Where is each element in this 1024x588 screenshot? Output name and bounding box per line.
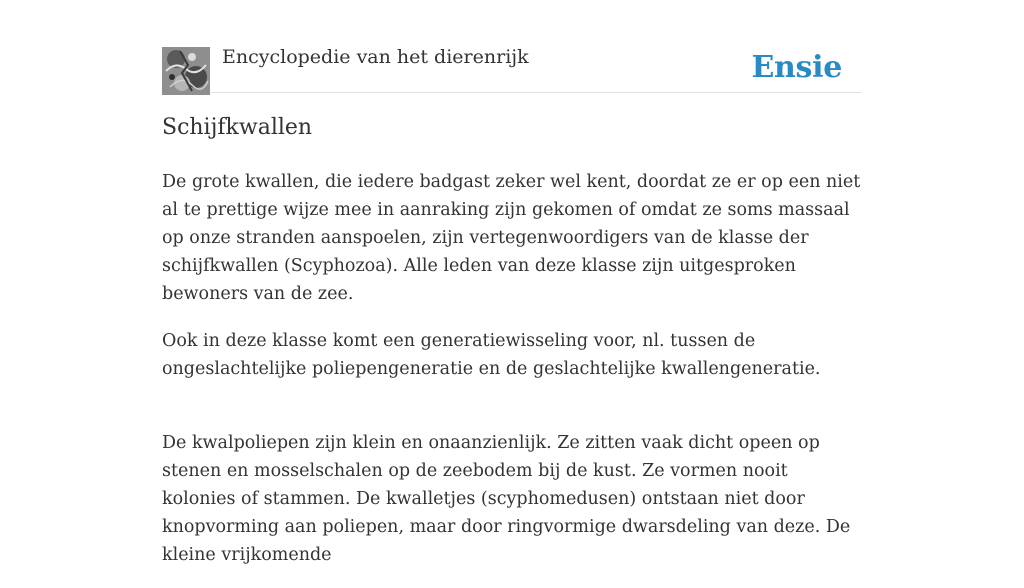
article-body bbox=[162, 168, 862, 588]
avatar[interactable] bbox=[162, 47, 210, 95]
animal-illustration-icon bbox=[162, 47, 210, 95]
page-container bbox=[162, 0, 862, 565]
header bbox=[162, 0, 862, 93]
article-paragraph: De kwalpoliepen zijn klein en onaanzienlijk. Ze zitten vaak dicht opeen op stenen en mosselschalen op de zeebodem bij de kust. Ze vormen nooit kolonies of stammen. De kwalletjes (scyphomedusen) ontstaan niet door knopvorming aan poliepen, maar door ringvormige dwarsdeling van deze. De kleine vrijkomende bbox=[162, 433, 851, 565]
page-title: Schijfkwallen bbox=[162, 115, 313, 140]
brand-logo[interactable]: Ensie bbox=[751, 50, 842, 85]
article-paragraph: De grote kwallen, die iedere badgast zeker wel kent, doordat ze er op een niet al te prettige wijze mee in aanraking zijn gekomen of omdat ze soms massaal op onze stranden aanspoelen, zijn vertegenwoordigers van de klasse der schijfkwallen (Scyphozoa). Alle leden van deze klasse zijn uitgesproken bewoners van de zee. bbox=[162, 172, 861, 304]
article-paragraph: Ook in deze klasse komt een generatiewisseling voor, nl. tussen de ongeslachtelijke poliepengeneratie en de geslachtelijke kwallengeneratie. bbox=[162, 331, 821, 379]
source-title[interactable]: Encyclopedie van het dierenrijk bbox=[222, 46, 529, 68]
